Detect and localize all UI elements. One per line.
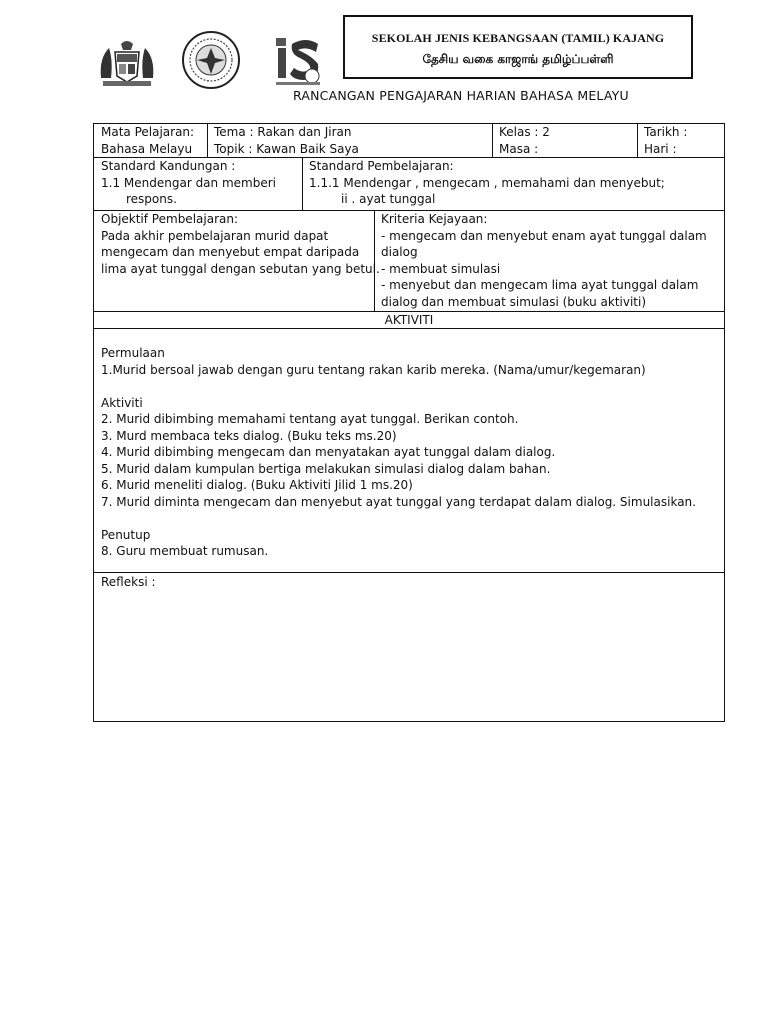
objektif-line: lima ayat tunggal dengan sebutan yang betul. [101, 261, 380, 276]
tarikh-hari-cell [644, 124, 687, 157]
mata-pelajaran-cell [101, 124, 194, 157]
mata-pelajaran-value: Bahasa Melayu [101, 141, 193, 156]
standard-kandungan-label: Standard Kandungan : [101, 159, 236, 173]
ts25-logo [272, 34, 324, 90]
objektif-label: Objektif Pembelajaran: [101, 212, 238, 226]
kelas-masa-cell [499, 124, 550, 157]
activity-item: 4. Murid dibimbing mengecam dan menyatakan ayat tunggal dalam dialog. [101, 445, 556, 459]
refleksi-label: Refleksi : [101, 575, 156, 589]
aktiviti-heading: AKTIVITI [384, 313, 434, 327]
mata-pelajaran-label: Mata Pelajaran: [101, 125, 195, 139]
aktiviti-label: Aktiviti [101, 395, 143, 410]
penutup-label: Penutup [101, 527, 151, 542]
kriteria-line: - membuat simulasi [381, 261, 501, 276]
activity-item: 6. Murid meneliti dialog. (Buku Aktiviti Jilid 1 ms.20) [101, 478, 413, 492]
masa-text: Masa : [499, 141, 539, 156]
permulaan-label: Permulaan [101, 346, 165, 360]
objektif-cell [101, 211, 380, 277]
activity-item: 5. Murid dalam kumpulan bertiga melakukan simulasi dialog dalam bahan. [101, 461, 551, 476]
kriteria-line: - mengecam dan menyebut enam ayat tunggal dalam [381, 228, 707, 243]
activity-item: 8. Guru membuat rumusan. [101, 544, 269, 558]
kriteria-label: Kriteria Kejayaan: [381, 212, 488, 226]
school-name: SEKOLAH JENIS KEBANGSAAN (TAMIL) KAJANG [371, 31, 665, 45]
activity-item: 2. Murid dibimbing memahami tentang ayat tunggal. Berikan contoh. [101, 412, 519, 426]
kriteria-line: dialog [381, 245, 418, 259]
activity-item: 7. Murid diminta mengecam dan menyebut ayat tunggal yang terdapat dalam dialog. Simulasikan. [101, 494, 696, 509]
document-title: RANCANGAN PENGAJARAN HARIAN BAHASA MELAYU [293, 88, 629, 103]
tema-topik-cell [214, 124, 359, 157]
standard-pembelajaran-line1: 1.1.1 Mendengar , mengecam , memahami dan menyebut; [309, 175, 665, 190]
school-name-box [343, 15, 693, 79]
standard-pembelajaran-label: Standard Pembelajaran: [309, 159, 454, 173]
standard-kandungan-cell [101, 158, 276, 208]
kriteria-line: - menyebut dan mengecam lima ayat tunggal dalam [381, 278, 699, 292]
tarikh-text: Tarikh : [644, 125, 688, 139]
activity-item: 3. Murd membaca teks dialog. (Buku teks ms.20) [101, 428, 397, 443]
standard-kandungan-line2: respons. [126, 192, 177, 206]
lesson-plan-table [93, 123, 725, 722]
kriteria-line: dialog dan membuat simulasi (buku aktiviti) [381, 294, 647, 309]
aktiviti-body [101, 345, 696, 560]
school-name-tamil: தேசிய வகை காஜாங் தமிழ்ப்பள்ளி [422, 52, 614, 66]
round-seal-logo [179, 30, 243, 90]
objektif-line: mengecam dan menyebut empat daripada [101, 245, 360, 259]
standard-kandungan-line1: 1.1 Mendengar dan memberi [101, 175, 276, 190]
topik-text: Topik : Kawan Baik Saya [214, 141, 359, 156]
hari-text: Hari : [644, 141, 677, 156]
objektif-line: Pada akhir pembelajaran murid dapat [101, 228, 329, 243]
kelas-text: Kelas : 2 [499, 125, 550, 139]
activity-item: 1.Murid bersoal jawab dengan guru tentang rakan karib mereka. (Nama/umur/kegemaran) [101, 362, 646, 377]
tema-text: Tema : Rakan dan Jiran [214, 125, 352, 139]
crest-logo [95, 38, 159, 88]
kriteria-cell [381, 211, 707, 310]
standard-pembelajaran-line2: ii . ayat tunggal [341, 192, 436, 206]
standard-pembelajaran-cell [309, 158, 665, 208]
